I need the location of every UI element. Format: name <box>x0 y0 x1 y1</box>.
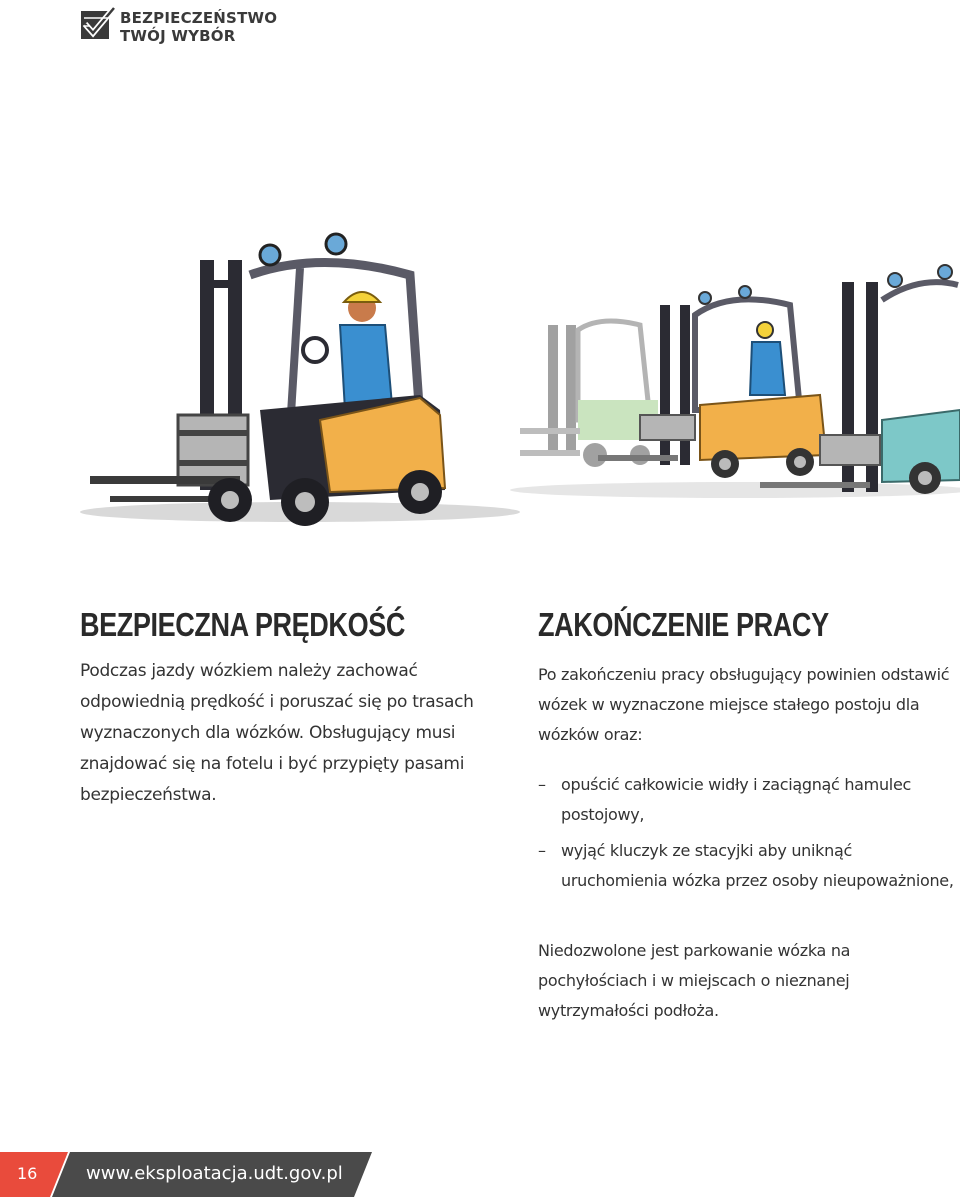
footer-url-link[interactable]: www.eksploatacja.udt.gov.pl <box>86 1163 343 1184</box>
section-title-speed: BEZPIECZNA PRĘDKOŚĆ <box>80 606 405 643</box>
footer <box>0 1152 960 1197</box>
bullet-dash: – <box>538 841 546 860</box>
list-item-text: wyjąć kluczyk ze stacyjki aby uniknąć uruchomienia wózka przez osoby nieupoważnione, <box>561 841 954 890</box>
section-title-end-of-work: ZAKOŃCZENIE PRACY <box>538 606 829 643</box>
forklift-trucks-icon <box>0 220 960 530</box>
section-outro-end-of-work: Niedozwolone jest parkowanie wózka na pochyłościach i w miejscach o nieznanej wytrzymałości podłoża. <box>538 941 851 1020</box>
header-logo <box>80 6 280 46</box>
page-number: 16 <box>17 1164 38 1183</box>
section-body-speed: Podczas jazdy wózkiem należy zachować odpowiednią prędkość i poruszać się po trasach wyznaczonych dla wózków. Obsługujący musi znajdować się na fotelu i być przypięty pasami bezpieczeństwa. <box>80 661 474 805</box>
checkmark-shield-icon <box>80 6 116 42</box>
list-item <box>538 836 958 896</box>
list-item <box>538 770 958 830</box>
list-item-text: opuścić całkowicie widły i zaciągnąć hamulec postojowy, <box>561 775 911 824</box>
forklift-illustration <box>0 220 960 530</box>
section-intro-end-of-work: Po zakończeniu pracy obsługujący powinien odstawić wózek w wyznaczone miejsce stałego postoju dla wózków oraz: <box>538 665 950 744</box>
bullet-list <box>538 770 958 902</box>
logo-text <box>120 9 277 45</box>
logo-line-2: TWÓJ WYBÓR <box>120 27 236 45</box>
logo-line-1: BEZPIECZEŃSTWO <box>120 9 278 27</box>
bullet-dash: – <box>538 775 546 794</box>
